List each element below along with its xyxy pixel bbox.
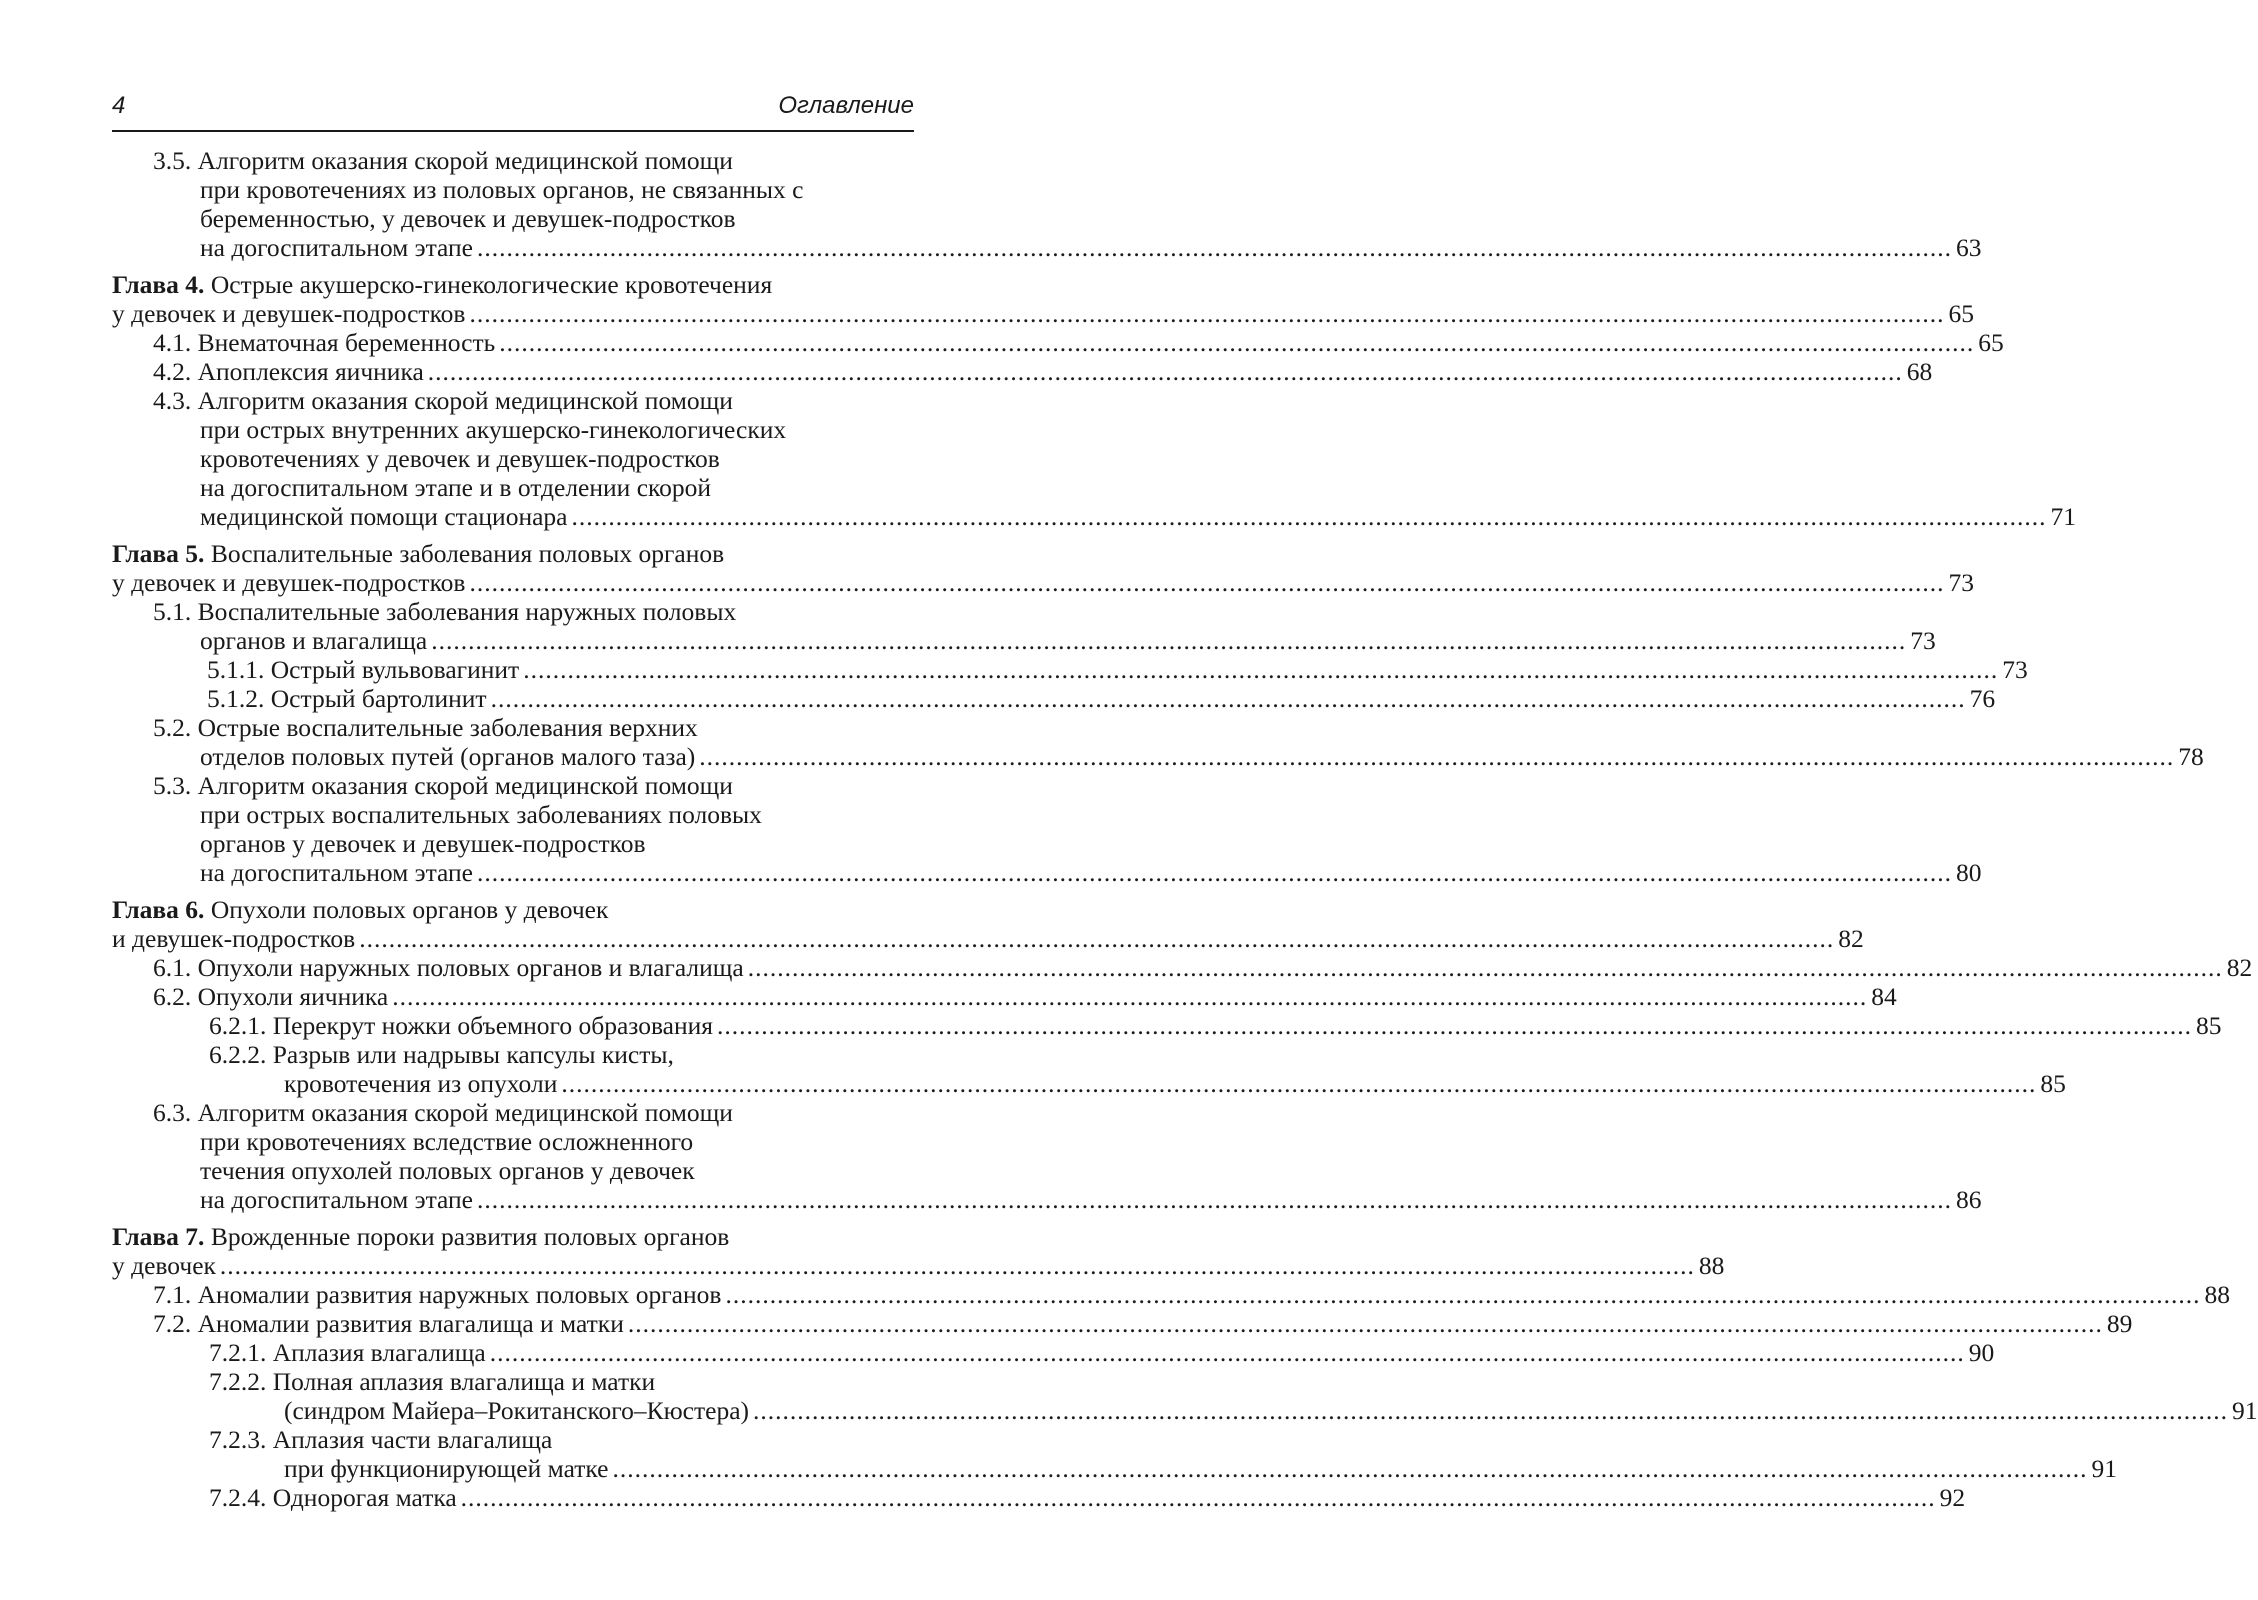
toc-entry-title: (синдром Майера–Рокитанского–Кюстера) (284, 1396, 750, 1425)
toc-line (112, 742, 2204, 771)
toc-entry-title: при острых внутренних акушерско-гинекологических (200, 415, 787, 444)
toc-page-number: 73 (1910, 626, 1936, 655)
toc-entry-number: 7.2.4. (209, 1483, 267, 1512)
toc-section-entry[interactable] (112, 655, 2028, 684)
toc-line (112, 204, 902, 233)
dot-leader: ........................................................................................................................................................................................................ (392, 982, 1868, 1011)
toc-line (112, 982, 1897, 1011)
toc-page-number: 88 (1698, 1251, 1725, 1280)
toc-page-number: 76 (1969, 684, 1996, 713)
toc-line (112, 1127, 902, 1156)
toc-entry-title: Опухоли яичника (197, 982, 389, 1011)
toc-entry-title: Врожденные пороки развития половых органов (210, 1222, 730, 1251)
toc-line (112, 1040, 902, 1069)
toc-line (112, 1483, 1966, 1512)
toc-line (112, 1011, 2222, 1040)
toc-section-entry[interactable] (112, 1483, 1966, 1512)
toc-line (112, 1338, 1995, 1367)
toc-entry-title: Разрыв или надрывы капсулы кисты, (272, 1040, 674, 1069)
toc-entry-title: у девочек и девушек-подростков (112, 299, 466, 328)
toc-entry-number: 7.2.1. (209, 1338, 267, 1367)
toc-line (112, 597, 902, 626)
toc-entry-title: Алгоритм оказания скорой медицинской помощи (197, 771, 733, 800)
toc-line (112, 233, 1982, 262)
toc-entry-number: 6.3. (153, 1098, 192, 1127)
toc-entry-title: при острых воспалительных заболеваниях половых (200, 800, 762, 829)
toc-entry-title: на догоспитальном этапе (200, 1185, 474, 1214)
toc-entry-title: Внематочная беременность (197, 328, 496, 357)
toc-entry-title: медицинской помощи стационара (200, 502, 568, 531)
toc-page-number: 71 (2050, 502, 2076, 531)
toc-line (112, 328, 2004, 357)
toc-entry-title: органов и влагалища (200, 626, 428, 655)
dot-leader: ........................................................................................................................................................................................................ (725, 1280, 2201, 1309)
toc-section-entry[interactable] (112, 1098, 1982, 1214)
toc-page-number: 85 (2196, 1011, 2222, 1040)
toc-line (112, 713, 902, 742)
toc-entry-title: на догоспитальном этапе (200, 233, 474, 262)
toc-section-entry[interactable] (112, 597, 1936, 655)
toc-entry-title: при кровотечениях вследствие осложненного (200, 1127, 694, 1156)
toc-entry-title: Аномалии развития влагалища и матки (197, 1309, 624, 1338)
toc-line (112, 1098, 902, 1127)
toc-line (112, 568, 1974, 597)
toc-entry-title: кровотечениях у девочек и девушек-подростков (200, 444, 720, 473)
toc-section-entry[interactable] (112, 1367, 2258, 1425)
toc-entry-title: Острые акушерско-гинекологические кровотечения (210, 270, 773, 299)
toc-page-number: 91 (2232, 1396, 2258, 1425)
dot-leader: ........................................................................................................................................................................................................ (477, 858, 1953, 887)
toc-entry-number: 5.3. (153, 771, 192, 800)
toc-entry-number: Глава 5. (112, 539, 205, 568)
toc-section-entry[interactable] (112, 1338, 1995, 1367)
toc-page-number: 65 (1978, 328, 2004, 357)
toc-page-number: 80 (1956, 858, 1982, 887)
toc-page-number: 63 (1956, 233, 1982, 262)
toc-line (112, 953, 2253, 982)
page-number: 4 (112, 92, 126, 119)
toc-section-entry[interactable] (112, 1011, 2222, 1040)
toc-section-entry[interactable] (112, 1425, 2117, 1483)
toc-entry-number: 5.2. (153, 713, 192, 742)
toc-page-number: 92 (1939, 1483, 1966, 1512)
toc-line (112, 1156, 902, 1185)
toc-line (112, 1185, 1982, 1214)
toc-page-number: 68 (1906, 357, 1933, 386)
dot-leader: ........................................................................................................................................................................................................ (489, 1338, 1965, 1367)
toc-page-number: 90 (1968, 1338, 1995, 1367)
toc-page-number: 73 (2002, 655, 2028, 684)
toc-section-entry[interactable] (112, 357, 1933, 386)
toc-entry-title: Апоплексия яичника (197, 357, 424, 386)
toc-entry-title: Опухоли половых органов у девочек (210, 895, 609, 924)
dot-leader: ........................................................................................................................................................................................................ (359, 924, 1835, 953)
toc-page-number: 88 (2204, 1280, 2230, 1309)
toc-line (112, 444, 902, 473)
toc-line (112, 357, 1933, 386)
toc-entry-number: 3.5. (153, 146, 192, 175)
toc-section-entry[interactable] (112, 713, 2204, 771)
dot-leader: ........................................................................................................................................................................................................ (699, 742, 2175, 771)
toc-line (112, 829, 902, 858)
toc-entry-number: Глава 4. (112, 270, 205, 299)
toc-chapter-entry[interactable] (112, 539, 1974, 597)
toc-entry-title: Перекрут ножки объемного образования (272, 1011, 713, 1040)
toc-entry-number: 5.1. (153, 597, 192, 626)
toc-entry-title: Однорогая матка (272, 1483, 457, 1512)
toc-entry-number: 7.2.2. (209, 1367, 267, 1396)
toc-entry-number: 6.2.1. (209, 1011, 267, 1040)
toc-line (112, 146, 902, 175)
toc-section-entry[interactable] (112, 684, 1996, 713)
toc-page-number: 85 (2040, 1069, 2066, 1098)
toc-line (112, 800, 902, 829)
toc-entry-number: 5.1.1. (207, 655, 265, 684)
page-header (112, 92, 914, 132)
toc-line (112, 1251, 1725, 1280)
toc-page-number: 86 (1956, 1185, 1982, 1214)
toc-page-number: 73 (1948, 568, 1974, 597)
toc-section-entry[interactable] (112, 328, 2004, 357)
toc-line (112, 299, 1974, 328)
toc-line (112, 771, 902, 800)
dot-leader: ........................................................................................................................................................................................................ (499, 328, 1975, 357)
toc-line (112, 1069, 2066, 1098)
toc-entry-number: 4.3. (153, 386, 192, 415)
toc-line (112, 1222, 902, 1251)
dot-leader: ........................................................................................................................................................................................................ (490, 684, 1966, 713)
toc-line (112, 539, 902, 568)
toc-entry-title: Полная аплазия влагалища и матки (272, 1367, 656, 1396)
toc-line (112, 473, 902, 502)
toc-entry-number: 7.1. (153, 1280, 192, 1309)
toc-chapter-entry[interactable] (112, 1222, 1725, 1280)
toc-line (112, 626, 1936, 655)
toc-entry-title: органов у девочек и девушек-подростков (200, 829, 646, 858)
toc-section-entry[interactable] (112, 953, 2253, 982)
table-of-contents (112, 146, 2258, 1512)
toc-line (112, 1454, 2117, 1483)
toc-entry-number: 5.1.2. (207, 684, 265, 713)
toc-section-entry[interactable] (112, 1040, 2066, 1098)
toc-section-entry[interactable] (112, 771, 1982, 887)
toc-entry-title: отделов половых путей (органов малого таза) (200, 742, 696, 771)
toc-entry-title: Острые воспалительные заболевания верхних (197, 713, 698, 742)
dot-leader: ........................................................................................................................................................................................................ (612, 1454, 2088, 1483)
toc-entry-number: 7.2.3. (209, 1425, 267, 1454)
toc-line (112, 1425, 902, 1454)
toc-entry-title: Аномалии развития наружных половых органов (197, 1280, 722, 1309)
dot-leader: ........................................................................................................................................................................................................ (219, 1251, 1695, 1280)
toc-line (112, 386, 902, 415)
toc-entry-number: Глава 6. (112, 895, 205, 924)
toc-entry-title: Алгоритм оказания скорой медицинской помощи (197, 386, 733, 415)
dot-leader: ........................................................................................................................................................................................................ (627, 1309, 2103, 1338)
dot-leader: ........................................................................................................................................................................................................ (747, 953, 2223, 982)
toc-line (112, 858, 1982, 887)
dot-leader: ........................................................................................................................................................................................................ (717, 1011, 2192, 1040)
toc-entry-title: у девочек и девушек-подростков (112, 568, 466, 597)
dot-leader: ........................................................................................................................................................................................................ (469, 299, 1945, 328)
toc-page-number: 82 (2226, 953, 2253, 982)
toc-entry-title: Воспалительные заболевания половых органов (210, 539, 725, 568)
running-title: Оглавление (778, 92, 914, 119)
toc-line (112, 1309, 2133, 1338)
toc-entry-title: Алгоритм оказания скорой медицинской помощи (197, 146, 733, 175)
toc-entry-number: Глава 7. (112, 1222, 205, 1251)
toc-entry-title: беременностью, у девочек и девушек-подростков (200, 204, 736, 233)
toc-line (112, 502, 2076, 531)
toc-page-number: 84 (1871, 982, 1897, 1011)
toc-line (112, 270, 902, 299)
toc-section-entry[interactable] (112, 386, 2076, 531)
dot-leader: ........................................................................................................................................................................................................ (431, 626, 1907, 655)
toc-page-number: 65 (1948, 299, 1974, 328)
toc-entry-title: и девушек-подростков (112, 924, 356, 953)
dot-leader: ........................................................................................................................................................................................................ (523, 655, 1999, 684)
toc-entry-title: Аплазия влагалища (272, 1338, 486, 1367)
dot-leader: ........................................................................................................................................................................................................ (571, 502, 2047, 531)
toc-entry-number: 4.1. (153, 328, 192, 357)
toc-entry-title: Воспалительные заболевания наружных половых (197, 597, 737, 626)
toc-entry-title: Острый бартолинит (270, 684, 487, 713)
toc-entry-title: Опухоли наружных половых органов и влагалища (197, 953, 744, 982)
dot-leader: ........................................................................................................................................................................................................ (477, 1185, 1953, 1214)
toc-entry-title: течения опухолей половых органов у девочек (200, 1156, 695, 1185)
toc-entry-title: кровотечения из опухоли (284, 1069, 558, 1098)
toc-entry-number: 4.2. (153, 357, 192, 386)
toc-page-number: 89 (2106, 1309, 2133, 1338)
toc-entry-title: на догоспитальном этапе и в отделении скорой (200, 473, 711, 502)
toc-page-number: 91 (2091, 1454, 2117, 1483)
toc-entry-title: Аплазия части влагалища (272, 1425, 553, 1454)
toc-line (112, 684, 1996, 713)
toc-chapter-entry[interactable] (112, 270, 1974, 328)
dot-leader: ........................................................................................................................................................................................................ (469, 568, 1945, 597)
toc-line (112, 1367, 902, 1396)
toc-section-entry[interactable] (112, 982, 1897, 1011)
toc-entry-number: 6.2. (153, 982, 192, 1011)
toc-entry-number: 6.1. (153, 953, 192, 982)
toc-line (112, 175, 902, 204)
toc-line (112, 1280, 2230, 1309)
toc-line (112, 1396, 2258, 1425)
toc-entry-title: Алгоритм оказания скорой медицинской помощи (197, 1098, 733, 1127)
dot-leader: ........................................................................................................................................................................................................ (460, 1483, 1936, 1512)
toc-entry-number: 6.2.2. (209, 1040, 267, 1069)
toc-section-entry[interactable] (112, 146, 1982, 262)
toc-chapter-entry[interactable] (112, 895, 1864, 953)
toc-entry-title: Острый вульвовагинит (270, 655, 520, 684)
dot-leader: ........................................................................................................................................................................................................ (427, 357, 1903, 386)
toc-entry-title: при функционирующей матке (284, 1454, 609, 1483)
toc-page-number: 82 (1838, 924, 1864, 953)
dot-leader: ........................................................................................................................................................................................................ (561, 1069, 2037, 1098)
toc-line (112, 415, 902, 444)
toc-entry-title: у девочек (112, 1251, 216, 1280)
toc-page-number: 78 (2178, 742, 2204, 771)
dot-leader: ........................................................................................................................................................................................................ (753, 1396, 2229, 1425)
toc-line (112, 655, 2028, 684)
toc-line (112, 895, 902, 924)
toc-entry-title: при кровотечениях из половых органов, не связанных с (200, 175, 804, 204)
toc-section-entry[interactable] (112, 1280, 2230, 1309)
toc-section-entry[interactable] (112, 1309, 2133, 1338)
toc-line (112, 924, 1864, 953)
toc-entry-title: на догоспитальном этапе (200, 858, 474, 887)
toc-entry-number: 7.2. (153, 1309, 192, 1338)
dot-leader: ........................................................................................................................................................................................................ (477, 233, 1953, 262)
